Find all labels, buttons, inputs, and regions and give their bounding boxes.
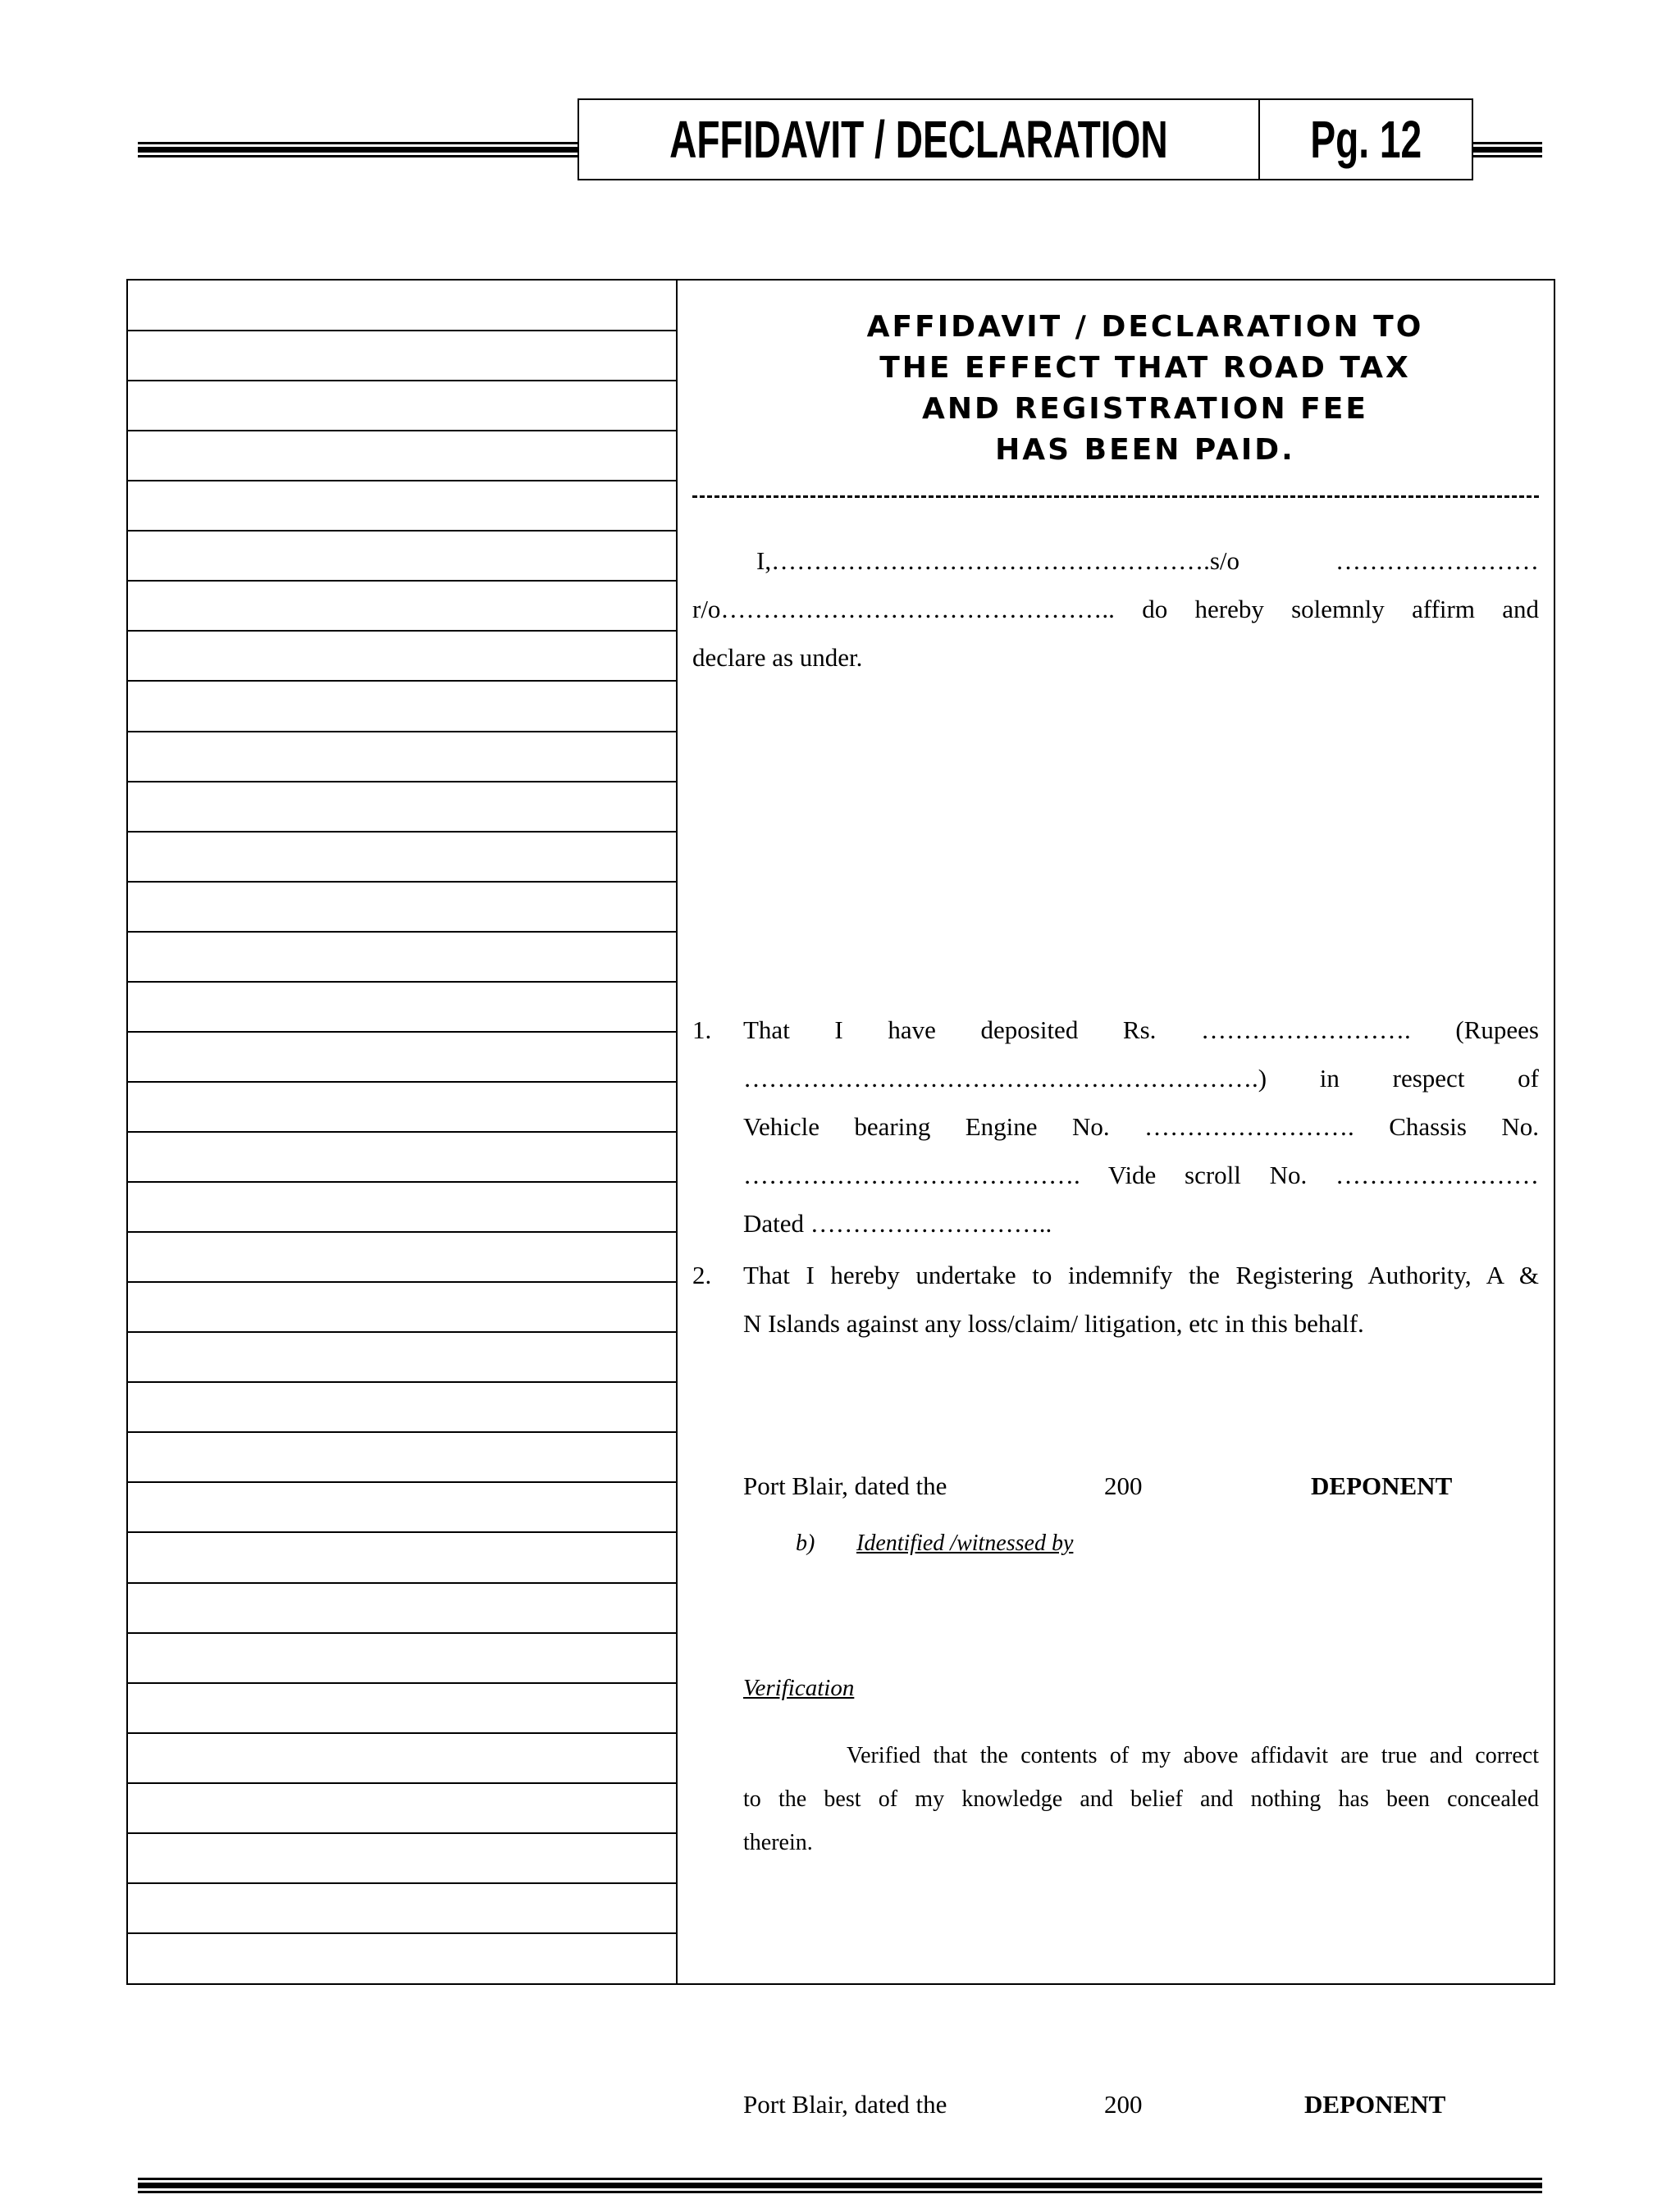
verification-line: to the best of my knowledge and belief and nothing has been concealed: [743, 1786, 1539, 1812]
ruled-line: [128, 330, 676, 331]
intro-line: declare as under.: [692, 643, 863, 672]
ruled-line: [128, 1882, 676, 1884]
ruled-line: [128, 1281, 676, 1283]
deponent-label: DEPONENT: [1311, 1471, 1453, 1500]
affidavit-title-line: AND REGISTRATION FEE: [922, 392, 1368, 426]
affidavit-title-line: AFFIDAVIT / DECLARATION TO: [866, 310, 1424, 344]
witness-line: [796, 1531, 1073, 1557]
clause-line: That I have deposited Rs. ……………………. (Rupees: [743, 1015, 1539, 1044]
ruled-line: [128, 1331, 676, 1333]
page-header: [578, 98, 1473, 180]
clause-deposit: [692, 1006, 1539, 1248]
page-number: Pg. 12: [1310, 110, 1422, 169]
clause-line: Vehicle bearing Engine No. ……………………. Chassis No.: [743, 1112, 1539, 1141]
witness-marker: b): [796, 1531, 815, 1556]
ruled-line: [128, 630, 676, 632]
header-page-cell: [1260, 100, 1472, 179]
ruled-line: [128, 981, 676, 983]
affidavit-title-line: THE EFFECT THAT ROAD TAX: [879, 351, 1411, 385]
ruled-line: [128, 580, 676, 582]
footer-rule: [138, 2178, 1542, 2194]
ruled-line: [128, 380, 676, 381]
intro-paragraph: [692, 536, 1539, 682]
clause-line: Dated ………………………..: [743, 1209, 1052, 1238]
ruled-line: [128, 530, 676, 532]
clause-line: …………………………………. Vide scroll No. ……………………: [743, 1161, 1539, 1189]
ruled-line: [128, 1531, 676, 1533]
place-date-label: Port Blair, dated the: [743, 1471, 947, 1500]
verification-paragraph: [743, 1734, 1539, 1864]
verification-line: therein.: [743, 1830, 813, 1855]
intro-line: r/o……………………………………….. do hereby solemnly affirm and: [692, 595, 1539, 623]
ruled-line: [128, 1582, 676, 1584]
clause-line: …………………………………………………….) in respect of: [743, 1064, 1539, 1093]
header-rule-left: [138, 142, 579, 158]
clause-line: N Islands against any loss/claim/ litigation, etc in this behalf.: [743, 1309, 1364, 1338]
header-title-cell: [579, 100, 1260, 179]
ruled-notes-column: [128, 281, 678, 1983]
ruled-line: [128, 781, 676, 782]
affidavit-title-line: HAS BEEN PAID.: [995, 433, 1295, 467]
place-date-label: Port Blair, dated the: [743, 2090, 947, 2119]
ruled-line: [128, 881, 676, 883]
intro-line: I,…………………………………………….s/o ……………………: [756, 546, 1539, 575]
year-label: 200: [1104, 2090, 1143, 2119]
clause-number: 2.: [692, 1261, 712, 1289]
year-label: 200: [1104, 1471, 1143, 1500]
ruled-line: [128, 1231, 676, 1233]
ruled-line: [128, 831, 676, 833]
ruled-line: [128, 731, 676, 732]
form-table: [126, 279, 1555, 2119]
deponent-label: DEPONENT: [1304, 2090, 1446, 2119]
dashed-divider: [692, 495, 1539, 498]
ruled-line: [128, 1031, 676, 1033]
ruled-line: [128, 1682, 676, 1684]
signature-row: [743, 1462, 1473, 1510]
ruled-line: [128, 1081, 676, 1083]
witness-label: Identified /witnessed by: [856, 1531, 1074, 1556]
clause-indemnify: [692, 1251, 1539, 1348]
affidavit-title: [776, 307, 1514, 471]
verification-heading: Verification: [743, 1675, 855, 1701]
ruled-line: [128, 480, 676, 481]
ruled-line: [128, 1782, 676, 1784]
ruled-line: [128, 1431, 676, 1433]
ruled-line: [128, 430, 676, 431]
ruled-line: [128, 1932, 676, 1934]
ruled-line: [128, 1131, 676, 1133]
ruled-line: [128, 1832, 676, 1834]
ruled-line: [128, 1181, 676, 1183]
ruled-line: [128, 1732, 676, 1734]
ruled-line: [128, 1381, 676, 1383]
signature-row: [743, 2080, 1473, 2128]
clause-line: That I hereby undertake to indemnify the Registering Authority, A &: [743, 1261, 1539, 1289]
verification-line: Verified that the contents of my above affidavit are true and correct: [847, 1743, 1539, 1768]
header-rule-right: [1473, 142, 1542, 158]
ruled-line: [128, 1632, 676, 1634]
ruled-line: [128, 1481, 676, 1483]
affidavit-content: [678, 281, 1554, 2119]
ruled-line: [128, 931, 676, 933]
page-title: AFFIDAVIT / DECLARATION: [669, 110, 1168, 169]
clause-number: 1.: [692, 1015, 712, 1044]
ruled-line: [128, 680, 676, 682]
